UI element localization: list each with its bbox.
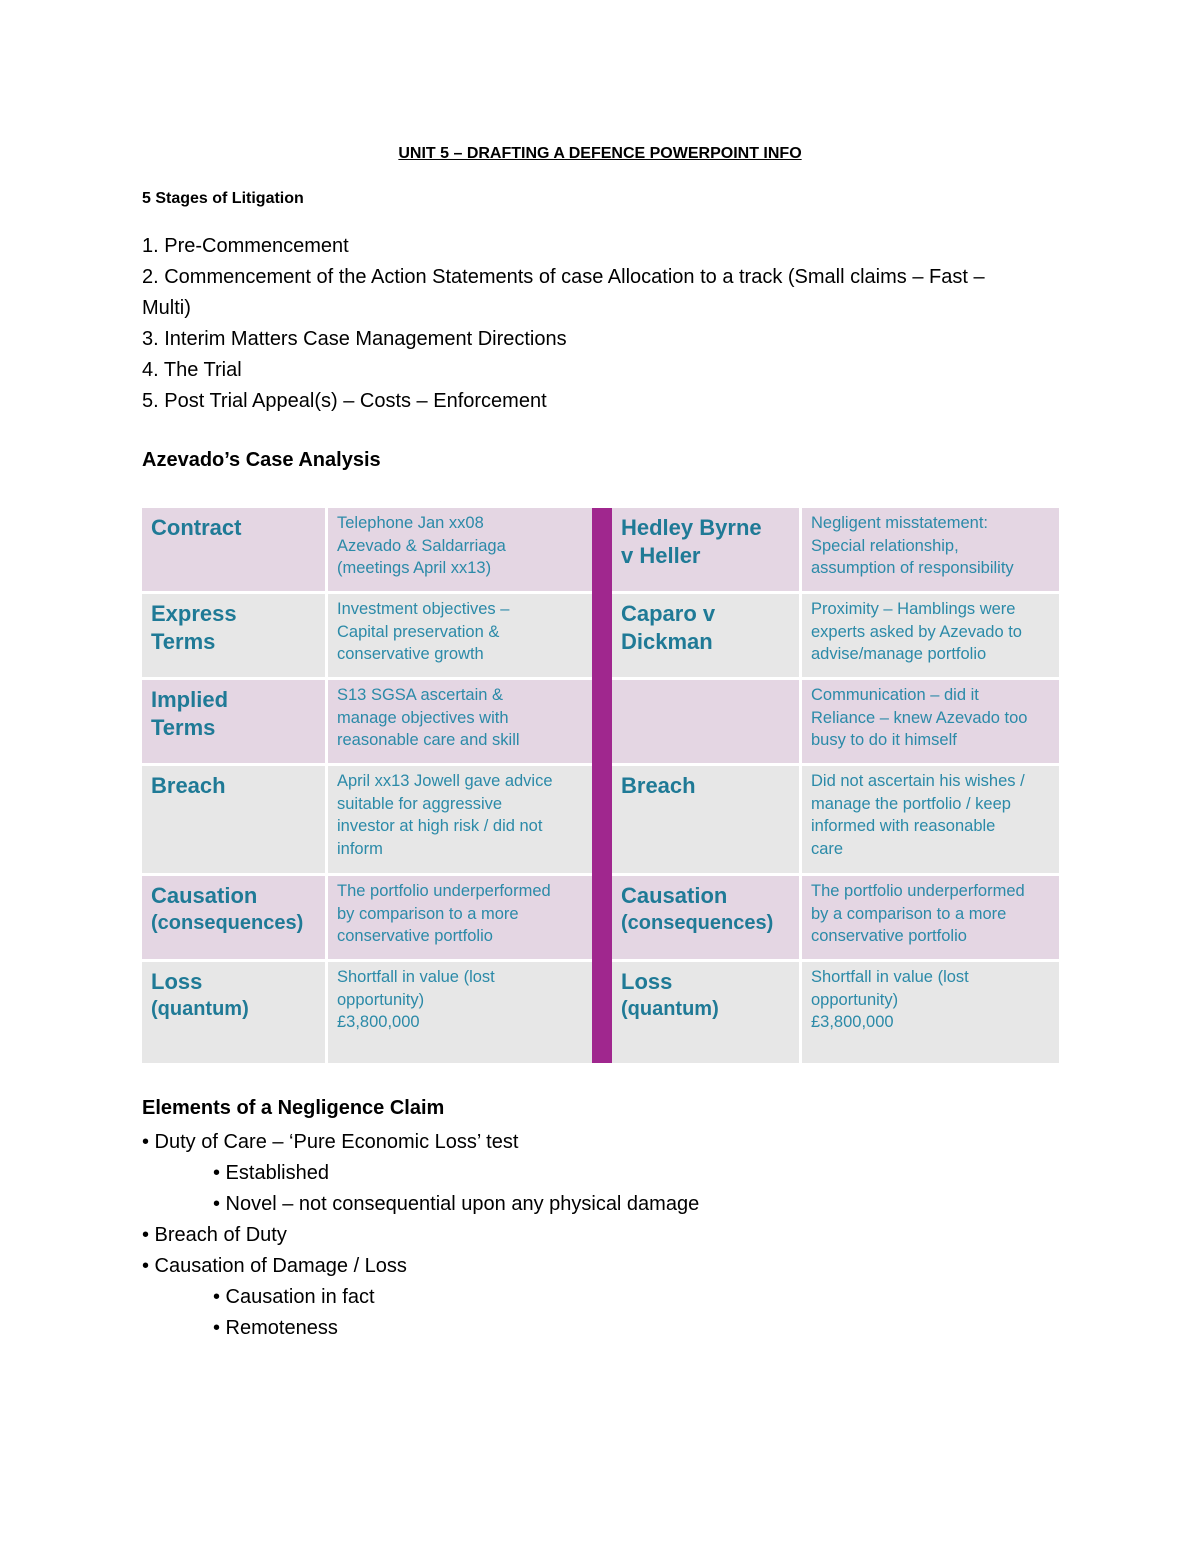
cell-body-line: conservative portfolio — [337, 927, 493, 945]
cell-heading-line: Contract — [151, 515, 242, 540]
stage-line: 4. The Trial — [142, 359, 242, 381]
cell-body-line: opportunity) — [337, 990, 425, 1009]
cell-body-line: informed with reasonable — [811, 817, 996, 835]
cell-body-line: Reliance – knew Azevado too — [811, 708, 1028, 727]
sub-bullet-item: • Remoteness — [213, 1317, 338, 1339]
table-cell-right-head — [612, 508, 799, 591]
cell-body-line: Negligent misstatement: — [811, 514, 988, 532]
stage-line: Multi) — [142, 297, 191, 319]
cell-heading-line: Loss — [151, 969, 203, 994]
table-cell-left-body — [328, 962, 592, 1063]
stage-line: 5. Post Trial Appeal(s) – Costs – Enforcement — [142, 390, 547, 412]
table-cell-right-body — [802, 876, 1059, 959]
cell-body-line: £3,800,000 — [811, 1013, 894, 1031]
cell-body-line: care — [811, 839, 844, 858]
table-cell-right-body — [802, 508, 1059, 591]
table-cell-right-head — [612, 594, 799, 677]
table-cell-right-head — [612, 766, 799, 873]
stage-line: 3. Interim Matters Case Management Directions — [142, 328, 567, 350]
cell-body-line: conservative growth — [337, 645, 484, 663]
stage-line: 1. Pre-Commencement — [142, 235, 349, 257]
bullet-item: • Duty of Care – ‘Pure Economic Loss’ test — [142, 1131, 519, 1153]
stages-heading: 5 Stages of Litigation — [142, 190, 304, 207]
table-cell-right-body — [802, 680, 1059, 763]
table-cell-left-body — [328, 766, 592, 873]
cell-heading-line: Express — [151, 601, 237, 626]
cell-body-line: Proximity – Hamblings were — [811, 600, 1016, 618]
cell-heading-line: Breach — [151, 773, 226, 798]
cell-subheading-line: (quantum) — [151, 998, 249, 1020]
cell-body-line: conservative portfolio — [811, 927, 967, 945]
cell-body-line: Azevado & Saldarriaga — [337, 536, 506, 555]
cell-body-line: Shortfall in value (lost — [337, 968, 495, 986]
cell-body-line: inform — [337, 839, 383, 858]
page-title: UNIT 5 – DRAFTING A DEFENCE POWERPOINT INFO — [398, 145, 802, 162]
cell-body-line: advise/manage portfolio — [811, 645, 987, 663]
table-cell-right-body — [802, 962, 1059, 1063]
cell-heading-line: Dickman — [621, 629, 713, 654]
cell-body-line: Special relationship, — [811, 536, 959, 555]
stage-line: 2. Commencement of the Action Statements of case Allocation to a track (Small claims – Fast – — [142, 266, 985, 288]
cell-body-line: £3,800,000 — [337, 1013, 420, 1031]
sub-bullet-item: • Novel – not consequential upon any physical damage — [213, 1193, 700, 1215]
cell-body-line: The portfolio underperformed — [337, 882, 551, 900]
table-cell-left-head — [142, 962, 325, 1063]
cell-subheading-line: (consequences) — [621, 912, 774, 934]
cell-heading-line: Implied — [151, 687, 229, 712]
cell-body-line: busy to do it himself — [811, 731, 957, 749]
table-cell-left-head — [142, 594, 325, 677]
cell-heading-line: Breach — [621, 773, 696, 798]
cell-heading-line: Terms — [151, 715, 216, 740]
cell-body-line: opportunity) — [811, 990, 899, 1009]
table-cell-left-head — [142, 508, 325, 591]
cell-body-line: reasonable care and skill — [337, 731, 520, 749]
cell-heading-line: Causation — [151, 883, 258, 908]
stages-list — [142, 231, 1057, 417]
cell-body-line: The portfolio underperformed — [811, 882, 1025, 900]
bullet-item: • Breach of Duty — [142, 1224, 287, 1246]
table-cell-right-body — [802, 594, 1059, 677]
table-cell-right-head — [612, 680, 799, 763]
sub-bullet-item: • Causation in fact — [213, 1286, 375, 1308]
table-cell-right-head — [612, 876, 799, 959]
table-cell-left-head — [142, 766, 325, 873]
sub-bullet-item: • Established — [213, 1162, 329, 1184]
case-analysis-table — [142, 508, 1059, 1063]
cell-body-line: Capital preservation & — [337, 622, 500, 641]
cell-body-line: experts asked by Azevado to — [811, 622, 1022, 641]
table-cell-left-body — [328, 876, 592, 959]
cell-body-line: Did not ascertain his wishes / — [811, 772, 1025, 790]
cell-body-line: manage the portfolio / keep — [811, 794, 1011, 813]
cell-body-line: by comparison to a more — [337, 904, 519, 923]
table-cell-left-head — [142, 876, 325, 959]
cell-subheading-line: (quantum) — [621, 998, 719, 1020]
cell-heading-line: Terms — [151, 629, 216, 654]
cell-body-line: (meetings April xx13) — [337, 559, 492, 577]
table-divider — [592, 508, 612, 1063]
cell-body-line: Communication – did it — [811, 686, 979, 704]
cell-body-line: Investment objectives – — [337, 600, 510, 618]
bullet-item: • Causation of Damage / Loss — [142, 1255, 407, 1277]
cell-body-line: April xx13 Jowell gave advice — [337, 772, 553, 790]
cell-heading-line: Hedley Byrne — [621, 515, 762, 540]
table-cell-left-head — [142, 680, 325, 763]
cell-body-line: Telephone Jan xx08 — [337, 514, 484, 532]
table-cell-right-body — [802, 766, 1059, 873]
negligence-heading: Elements of a Negligence Claim — [142, 1097, 445, 1119]
table-cell-left-body — [328, 594, 592, 677]
cell-body-line: manage objectives with — [337, 708, 509, 727]
cell-subheading-line: (consequences) — [151, 912, 304, 934]
cell-body-line: Shortfall in value (lost — [811, 968, 969, 986]
negligence-list — [142, 1127, 699, 1344]
cell-heading-line: Causation — [621, 883, 728, 908]
case-analysis-heading: Azevado’s Case Analysis — [142, 449, 381, 471]
cell-body-line: by a comparison to a more — [811, 904, 1007, 923]
cell-body-line: suitable for aggressive — [337, 794, 503, 813]
cell-heading-line: v Heller — [621, 543, 701, 568]
cell-heading-line: Loss — [621, 969, 673, 994]
cell-body-line: investor at high risk / did not — [337, 817, 543, 835]
table-cell-left-body — [328, 680, 592, 763]
cell-body-line: S13 SGSA ascertain & — [337, 686, 504, 704]
table-cell-right-head — [612, 962, 799, 1063]
cell-heading-line: Caparo v — [621, 601, 716, 626]
cell-body-line: assumption of responsibility — [811, 559, 1014, 577]
table-cell-left-body — [328, 508, 592, 591]
